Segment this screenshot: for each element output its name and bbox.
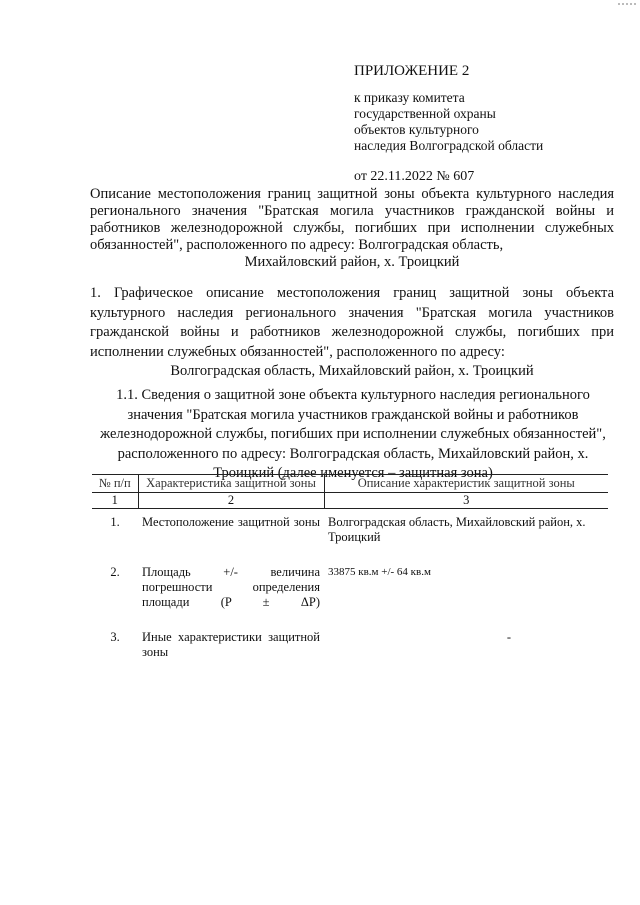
table-header-row xyxy=(92,475,608,493)
appendix-line: объектов культурного xyxy=(354,122,479,137)
table-header-number: № п/п xyxy=(92,475,138,493)
table-row xyxy=(92,509,608,560)
description-title-body: Описание местоположения границ защитной зоны объекта культурного наследия регионального значения "Братская могила участников гражданской войны и работников железнодорожной службы, погибших при исполнении служебных обязанностей", расположенного по адресу: Волгоградская область, xyxy=(90,186,614,253)
section-1-last: Волгоградская область, Михайловский район, х. Троицкий xyxy=(170,363,534,379)
appendix-title: ПРИЛОЖЕНИЕ 2 xyxy=(354,63,470,79)
section-1-1-heading: 1.1. Сведения о защитной зоне объекта культурного наследия регионального значения "Братская могила участников гражданской войны и работников железнодорожной службы, погибших при исполнении служебных обязанностей", расположенного по адресу: Волгоградская область, Михайловский район, х. Троицкий (далее именуется – защитная зона) xyxy=(100,387,606,481)
appendix-line: к приказу комитета xyxy=(354,90,465,105)
protection-zone-table xyxy=(92,474,608,674)
description-title xyxy=(90,186,614,271)
table-column-number: 2 xyxy=(138,493,324,509)
row-description: 33875 кв.м +/- 64 кв.м xyxy=(328,566,431,578)
appendix-line: государственной охраны xyxy=(354,106,496,121)
row-number: 3. xyxy=(110,630,120,644)
appendix-block xyxy=(354,62,604,185)
table-header-description: Описание характеристик защитной зоны xyxy=(324,475,608,493)
table-column-number: 3 xyxy=(324,493,608,509)
table-header-characteristic: Характеристика защитной зоны xyxy=(138,475,324,493)
table-column-number: 1 xyxy=(92,493,138,509)
section-1-heading xyxy=(90,284,614,382)
table-row xyxy=(92,624,608,674)
table-row xyxy=(92,559,608,624)
section-1-body: 1. Графическое описание местоположения границ защитной зоны объекта культурного наследия регионального значения "Братская могила участников гражданской войны и работников железнодорожной службы, погибших при исполнении служебных обязанностей", расположенного по адресу: xyxy=(90,285,614,360)
row-description: Волгоградская область, Михайловский район, х. Троицкий xyxy=(328,515,586,544)
description-title-last: Михайловский район, х. Троицкий xyxy=(244,254,460,270)
table-column-numbers-row xyxy=(92,493,608,509)
row-characteristic: Иные характеристики защитной зоны xyxy=(142,630,320,659)
appendix-line: наследия Волгоградской области xyxy=(354,138,544,153)
appendix-date: от 22.11.2022 № 607 xyxy=(354,169,475,184)
row-description: - xyxy=(506,630,512,644)
row-number: 2. xyxy=(110,565,120,579)
row-characteristic: Площадь +/- величина погрешности определения площади (P ± ΔP) xyxy=(142,565,320,609)
row-characteristic: Местоположение защитной зоны xyxy=(142,515,320,529)
row-number: 1. xyxy=(110,515,120,529)
scan-artifact xyxy=(617,0,637,8)
